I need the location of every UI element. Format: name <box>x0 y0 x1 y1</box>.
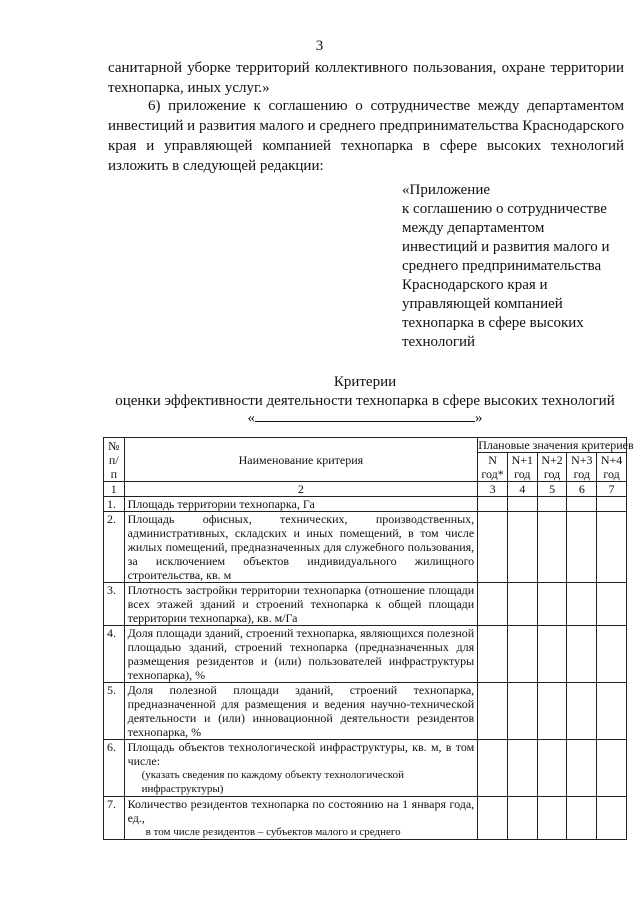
value-cell[interactable] <box>567 512 597 583</box>
table-row <box>104 740 627 797</box>
header-year: N+3 год <box>567 453 597 482</box>
value-cell[interactable] <box>537 583 567 626</box>
header-criterion-name: Наименование критерия <box>124 438 478 482</box>
value-cell[interactable] <box>478 512 508 583</box>
row-number: 4. <box>104 626 125 683</box>
value-cell[interactable] <box>507 740 537 797</box>
criterion-cell <box>124 740 478 797</box>
value-cell[interactable] <box>597 797 627 840</box>
header-number: № п/п <box>104 438 125 482</box>
value-cell[interactable] <box>507 797 537 840</box>
open-quote: « <box>247 410 255 426</box>
appendix-line: среднего предпринимательства <box>402 258 602 274</box>
header-year: N+4 год <box>597 453 627 482</box>
value-cell[interactable] <box>507 512 537 583</box>
value-cell[interactable] <box>478 497 508 512</box>
value-cell[interactable] <box>567 497 597 512</box>
value-cell[interactable] <box>537 797 567 840</box>
column-number: 5 <box>537 482 567 497</box>
value-cell[interactable] <box>537 497 567 512</box>
table-row <box>104 583 627 626</box>
page-number: 3 <box>315 38 324 54</box>
column-number: 1 <box>104 482 125 497</box>
value-cell[interactable] <box>597 512 627 583</box>
close-quote: » <box>475 410 483 426</box>
table-row <box>104 626 627 683</box>
column-number: 3 <box>478 482 508 497</box>
paragraph-1: санитарной уборке территорий коллективного пользования, охране территории технопарка, иных услуг.» <box>108 60 624 96</box>
value-cell[interactable] <box>597 626 627 683</box>
value-cell[interactable] <box>597 740 627 797</box>
row-number: 7. <box>104 797 125 840</box>
criterion-text: Площадь территории технопарка, Га <box>124 497 478 512</box>
row-number: 6. <box>104 740 125 797</box>
value-cell[interactable] <box>507 683 537 740</box>
appendix-line: инвестиций и развития малого и <box>402 239 610 255</box>
row-number: 1. <box>104 497 125 512</box>
value-cell[interactable] <box>537 683 567 740</box>
value-cell[interactable] <box>597 497 627 512</box>
table-row <box>104 683 627 740</box>
paragraph-2: 6) приложение к соглашению о сотрудничестве между департаментом инвестиций и развития малого и среднего предпринимательства Краснодарского края и управляющей компанией технопарка в сфере высоких технологий изложить в следующей редакции: <box>108 98 624 174</box>
criterion-note: (указать сведения по каждому объекту технологической инфраструктуры) <box>141 769 404 795</box>
criterion-cell <box>124 797 478 840</box>
value-cell[interactable] <box>567 740 597 797</box>
appendix-line: Краснодарского края и <box>402 277 548 293</box>
value-cell[interactable] <box>597 683 627 740</box>
criteria-subtitle: оценки эффективности деятельности технопарка в сфере высоких технологий <box>115 393 615 409</box>
table-row <box>104 512 627 583</box>
appendix-caption <box>402 181 632 352</box>
technopark-name-blank <box>0 409 639 427</box>
appendix-line: технопарка в сфере высоких <box>402 315 584 331</box>
row-number: 3. <box>104 583 125 626</box>
value-cell[interactable] <box>597 583 627 626</box>
criterion-text: Площадь объектов технологической инфраструктуры, кв. м, в том числе: <box>127 740 475 768</box>
row-number: 2. <box>104 512 125 583</box>
appendix-line: «Приложение <box>402 182 491 198</box>
header-planned-values: Плановые значения критериев <box>478 438 634 452</box>
column-number: 4 <box>507 482 537 497</box>
criterion-text: Плотность застройки территории технопарка (отношение площади всех этажей зданий и строений технопарка к общей площади территории технопарка), кв. м/Га <box>124 583 478 626</box>
value-cell[interactable] <box>478 583 508 626</box>
value-cell[interactable] <box>478 797 508 840</box>
row-number: 5. <box>104 683 125 740</box>
criterion-text: Доля полезной площади зданий, строений технопарка, предназначенной для размещения и ведения научно-технической деятельности и (или) инновационной деятельности резидентов технопарка, % <box>124 683 478 740</box>
criterion-text: Площадь офисных, технических, производственных, административных, складских и иных помещений, в том числе жилых помещений, предназначенных для служебного пользования, за исключением объектов индивидуального жилищного строительства, кв. м <box>124 512 478 583</box>
value-cell[interactable] <box>478 626 508 683</box>
criteria-title: Критерии <box>333 374 397 390</box>
value-cell[interactable] <box>507 583 537 626</box>
value-cell[interactable] <box>507 497 537 512</box>
value-cell[interactable] <box>478 740 508 797</box>
criterion-note: в том числе резидентов – субъектов малого и среднего <box>145 826 401 838</box>
value-cell[interactable] <box>567 797 597 840</box>
value-cell[interactable] <box>537 740 567 797</box>
value-cell[interactable] <box>537 626 567 683</box>
value-cell[interactable] <box>567 583 597 626</box>
value-cell[interactable] <box>507 626 537 683</box>
criteria-table <box>103 437 634 840</box>
value-cell[interactable] <box>567 626 597 683</box>
appendix-line: управляющей компанией <box>402 296 563 312</box>
value-cell[interactable] <box>537 512 567 583</box>
value-cell[interactable] <box>478 683 508 740</box>
criterion-text: Количество резидентов технопарка по состоянию на 1 января года, ед., <box>127 797 475 825</box>
appendix-line: технологий <box>402 334 476 350</box>
column-number: 2 <box>124 482 478 497</box>
table-header-row <box>104 438 627 453</box>
table-row <box>104 797 627 840</box>
value-cell[interactable] <box>567 683 597 740</box>
header-year: N+1 год <box>507 453 537 482</box>
blank-line <box>255 409 475 422</box>
header-year: N+2 год <box>537 453 567 482</box>
table-row <box>104 497 627 512</box>
column-number: 6 <box>567 482 597 497</box>
criterion-text: Доля площади зданий, строений технопарка, являющихся полезной площадью зданий, строений технопарка (предназначенных для размещения резидентов и (или) пользователей инфраструктуры технопарка), % <box>124 626 478 683</box>
appendix-line: к соглашению о сотрудничестве <box>402 201 607 217</box>
header-year: N год* <box>478 453 508 482</box>
appendix-line: между департаментом <box>402 220 545 236</box>
column-number: 7 <box>597 482 627 497</box>
column-numbering-row <box>104 482 627 497</box>
